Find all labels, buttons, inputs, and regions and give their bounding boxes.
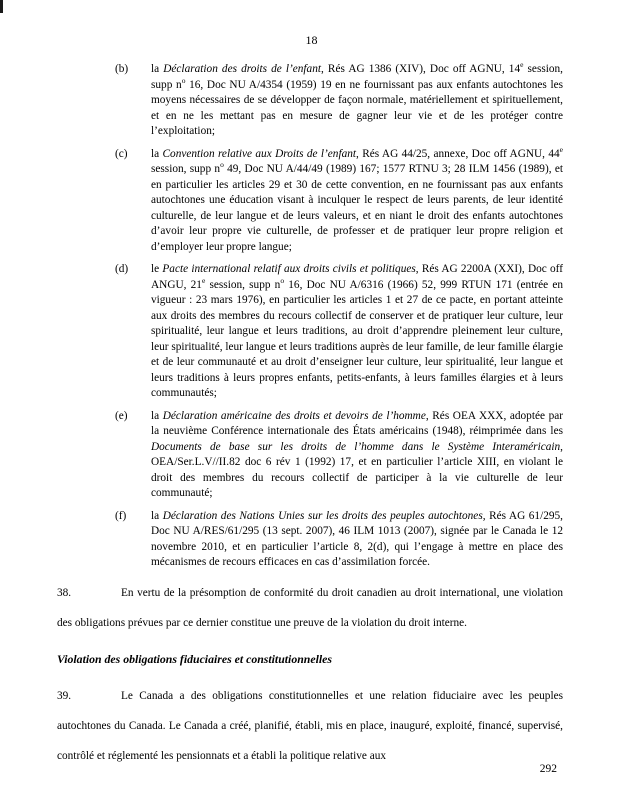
paragraph-number: 39.	[57, 689, 72, 702]
list-item-text: la Convention relative aux Droits de l’enfant, Rés AG 44/25, annexe, Doc off AGNU, 44e session, supp $n^o$ 49, Doc NU A/44/49 (1989) 167; 1577 RTNU 3; 28 ILM 1456 (1989), et en particulier les articles 29 et 30 de cette convention, en ne fournissant pas aux enfants autochtones une éducation visant à inculquer le respect de leurs parents, de leur identité culturelle, de leur langue et de leurs valeurs, et en niant le droit des enfants autochtones d’avoir leur propre vie culturelle, de professer et de pratiquer leur propre religion et d’employer leur propre langue;	[151, 144, 563, 253]
document-content	[57, 62, 563, 771]
list-item-text: la Déclaration des Nations Unies sur les droits des peuples autochtones, Rés AG 61/295, Doc NU A/RES/61/295 (13 sept. 2007), 46 ILM 1013 (2007), signée par le Canada le 12 novembre 2010, et en particulier l’article 8, 2(d), qui l’engage à mettre en place des mécanismes de recours efficaces en cas d’assimilation forcée.	[151, 509, 563, 568]
paragraph-39	[57, 681, 563, 771]
list-item-text: la Déclaration des droits de l’enfant, Rés AG 1386 (XIV), Doc off AGNU, 14e session, supp $n^o$ 16, Doc NU A/4354 (1959) 19 en ne fournissant pas aux enfants autochtones les moyens nécessaires de se développer de façon normale, matériellement et spirituellement, et en ne les mettant pas en mesure de gagner leur vie et de les protéger contre l’exploitation;	[151, 60, 564, 137]
list-item-text: la Déclaration américaine des droits et devoirs de l’homme, Rés OEA XXX, adoptée par la neuvième Conférence internationale des États américains (1948), réimprimée dans les Documents de base sur les droits de l’homme dans le Système Interaméricain, OEA/Ser.L.V//II.82 doc 6 rév 1 (1992) 17, et en particulier l’article XIII, en violant le droit des membres du recours collectif de participer à la vie culturelle de leur communauté;	[151, 409, 563, 499]
list-item-d	[57, 262, 563, 402]
list-item-label: (e)	[115, 409, 128, 422]
footer-page-number: 292	[539, 763, 557, 775]
list-item-label: (f)	[115, 509, 127, 522]
header-page-number: 18	[305, 33, 318, 47]
list-item-e	[57, 409, 563, 502]
scan-artifact	[0, 0, 3, 13]
paragraph-text: Le Canada a des obligations constitutionnelles et une relation fiduciaire avec les peuples autochtones du Canada. Le Canada a créé, planifié, établi, mis en place, inauguré, exploité, financé, supervisé, contrôlé et réglementé les pensionnats et a établi la politique relative aux	[57, 689, 563, 762]
list-item-b	[57, 62, 563, 140]
section-heading: Violation des obligations fiduciaires et constitutionnelles	[57, 651, 332, 666]
list-item-label: (b)	[115, 63, 129, 75]
paragraph-number: 38.	[57, 586, 72, 599]
paragraph-text: En vertu de la présomption de conformité du droit canadien au droit international, une violation des obligations prévues par ce dernier constitue une preuve de la violation du droit interne.	[57, 586, 563, 629]
paragraph-38	[57, 578, 563, 638]
list-item-text: le Pacte international relatif aux droits civils et politiques, Rés AG 2200A (XXI), Doc off ANGU, 21e session, supp $n^o$ 16, Doc NU A/6316 (1966) 52, 999 RTUN 171 (entrée en vigueur : 23 mars 1976), en particulier les articles 1 et 27 de ce pacte, en portant atteinte aux droits des membres du recours collectif de conserver et de pratiquer leur culture, leur spiritualité, leur langue et leurs traditions, au droit d’apprendre pleinement leur culture, leur spiritualité, leur langue et leurs traditions auprès de leur famille, de leur famille élargie et de leur communauté et au droit d’enseigner leur culture, leur spiritualité, leur langue et leurs traditions à leurs propres enfants, petits-enfants, à leurs familles élargies et à leurs communautés;	[151, 263, 563, 399]
list-item-label: (d)	[115, 263, 129, 275]
list-item-f	[57, 509, 563, 571]
list-item-c	[57, 144, 563, 256]
list-item-label: (c)	[115, 147, 128, 160]
